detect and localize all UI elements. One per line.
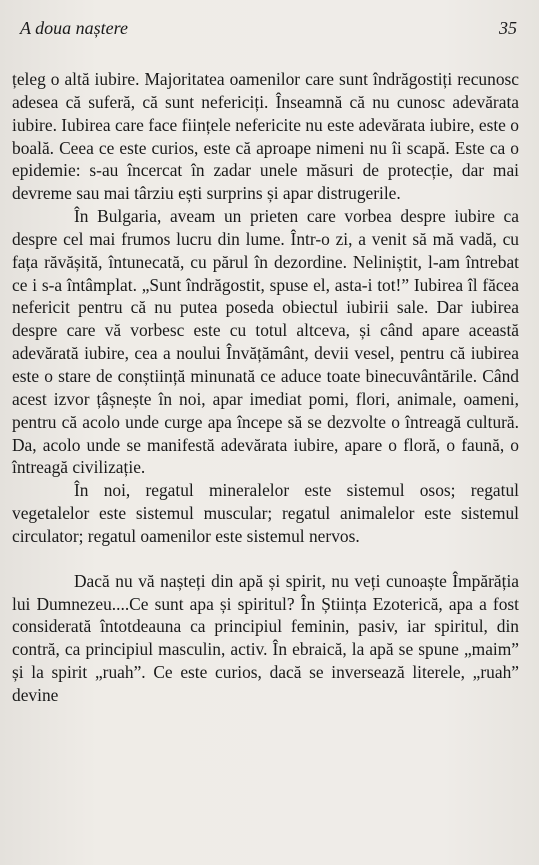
body-text	[12, 68, 519, 707]
page-number: 35	[499, 18, 517, 38]
paragraph-bulgaria-friend: În Bulgaria, aveam un prieten care vorbea despre iubire ca despre cel mai frumos lucru din lume. Într-o zi, a venit să mă vadă, cu fața răvășită, întunecată, cu părul în dezordine. Neliniștit, l-am întrebat ce i s-a întâmplat. „Sunt îndrăgostit, spuse el, asta-i tot!” Iubirea îl făcea nefericit pentru că nu putea poseda obiectul iubirii sale. Dar iubirea despre care vă vorbesc este cu totul altceva, și când apare această adevărată iubire, cea a noului Învățământ, devii vesel, pentru că iubirea este o stare de conștiință minunată ce aduce toate binecuvântările. Când acest izvor țâșnește în noi, apar imediat pomi, flori, animale, oameni, pentru că acolo unde curge apa începe să se dezvolte o întreagă cultură. Da, acolo unde se manifestă adevărata iubire, apare o floră, o faună, o întreagă civilizație.	[12, 206, 519, 478]
page-header	[20, 18, 517, 44]
paragraph-continuation: țeleg o altă iubire. Majoritatea oamenilor care sunt îndrăgostiți recunosc adesea că suferă, că sunt nefericiți. Înseamnă că nu cunosc adevărata iubire. Iubirea care face ființele nefericite nu este adevărata iubire, este o boală. Ceea ce este curios, este că aproape nimeni nu îi scapă. Este ca o epidemie: s-au încercat în zadar unele măsuri de protecție, dar mai devreme sau mai târziu ești surprins și apar distrugerile.	[12, 69, 519, 204]
paragraph-water-spirit: Dacă nu vă nașteți din apă și spirit, nu veți cunoaște Împărăția lui Dumnezeu....Ce sunt apa și spiritul? În Știința Ezoterică, apa a fost considerată întotdeauna ca principiul feminin, pasiv, iar spiritul, din contră, ca principiul masculin, activ. În ebraică, la apă se spune „maim” și la spirit „ruah”. Ce este curios, dacă se inversează literele, „ruah” devine	[12, 570, 519, 705]
running-title: A doua naștere	[20, 18, 128, 38]
paragraph-kingdoms: În noi, regatul mineralelor este sistemul osos; regatul vegetalelor este sistemul muscular; regatul animalelor este sistemul circulator; regatul oamenilor este sistemul nervos.	[12, 480, 519, 546]
